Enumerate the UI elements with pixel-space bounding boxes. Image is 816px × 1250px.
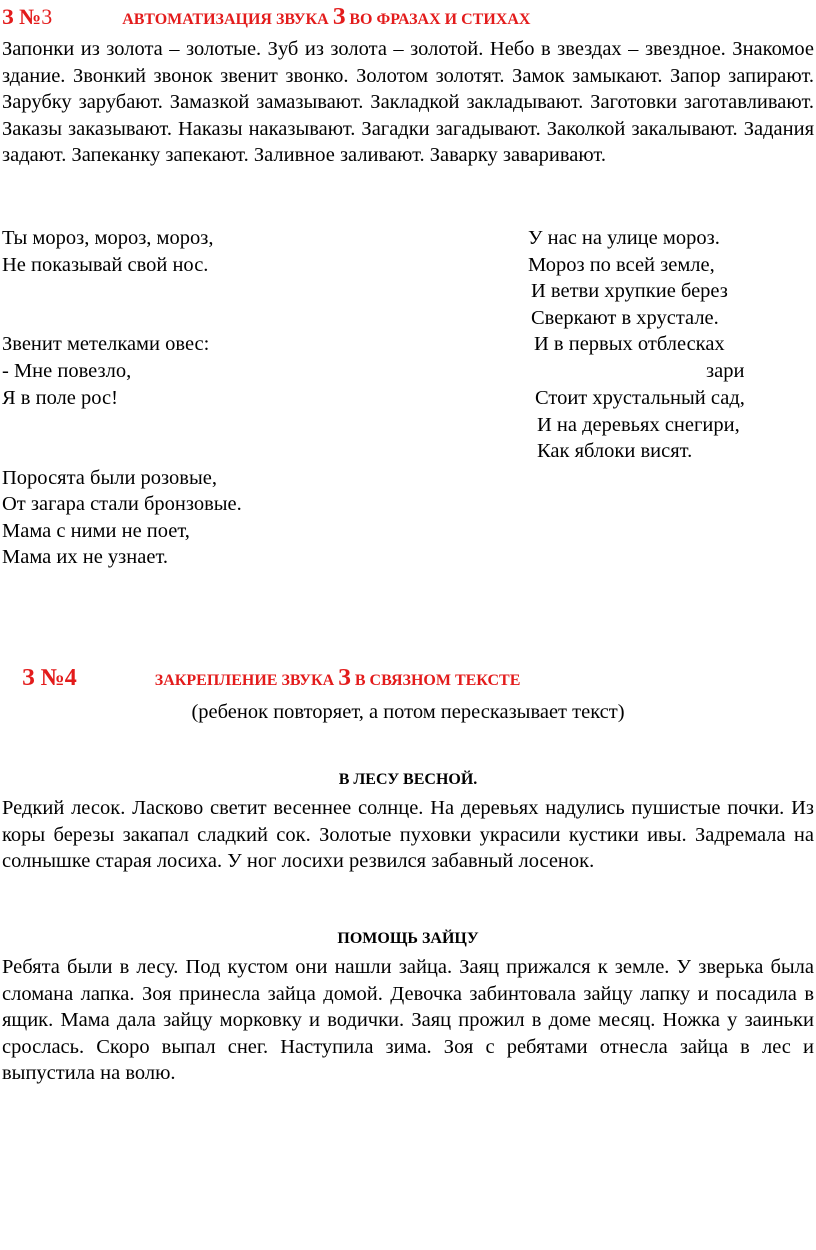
poem-left-line: - Мне повезло, [2,360,132,382]
poem-right-line: Сверкают в хрустале. [531,307,719,329]
section-3-label: З № [2,4,42,29]
poem-left-line: Ты мороз, мороз, мороз, [2,227,214,249]
section-4-subtitle: (ребенок повторяет, а потом пересказывает текст) [191,701,625,723]
story-1-text: Редкий лесок. Ласково светит весеннее солнце. На деревьях надулись пушистые почки. Из коры березы закапал сладкий сок. Золотые пуховки украсили кустики ивы. Задремала на солнышке старая лосиха. У ног лосихи резвился забавный лосенок. [2,797,814,872]
poem-right-line: И на деревьях снегири, [537,414,740,436]
poem-right-line: Стоит хрустальный сад, [535,387,745,409]
section-4-heading-letter: З [338,665,351,691]
poem-right-line: У нас на улице мороз. [528,227,720,249]
poem-right-line: И в первых отблесках [534,333,725,355]
poem-left-line: Не показывай свой нос. [2,254,209,276]
poem-left-line: Поросята были розовые, [2,467,217,489]
poem-left-line: Мама их не узнает. [2,546,168,568]
section-3-heading-post: ВО ФРАЗАХ И СТИХАХ [345,11,531,28]
phrases-paragraph: Запонки из золота – золотые. Зуб из золота – золотой. Небо в звездах – звездное. Знакомое здание. Звонкий звонок звенит звонко. Золотом золотят. Замок замыкают. Запор запирают. Зарубку зарубают. Замазкой замазывают. Закладкой закладывают. Заготовки заготавливают. Заказы заказывают. Наказы наказывают. Загадки загадывают. Заколкой закалывают. Задания задают. Запеканку запекают. Заливное заливают. Заварку заваривают. [2,38,814,166]
section-4-header [22,665,520,692]
story-1-title: В ЛЕСУ ВЕСНОЙ. [338,771,478,788]
section-4-heading-pre: ЗАКРЕПЛЕНИЕ ЗВУКА [154,672,339,689]
poem-left-line: Звенит метелками овес: [2,333,210,355]
poem-right-line: Как яблоки висят. [537,440,693,462]
poem-left-line: Мама с ними не поет, [2,520,190,542]
story-2-title: ПОМОЩЬ ЗАЙЦУ [337,930,479,947]
story-2-text: Ребята были в лесу. Под кустом они нашли зайца. Заяц прижался к земле. У зверька была сломана лапка. Зоя принесла зайца домой. Девочка забинтовала зайцу лапку и посадила в ящик. Мама дала зайцу морковку и водички. Заяц прожил в доме месяц. Ножка у заиньки срослась. Скоро выпал снег. Наступила зима. Зоя с ребятами отнесла зайца в лес и выпустила на волю. [2,956,814,1084]
poem-right-line: Мороз по всей земле, [528,254,715,276]
section-3-number: 3 [41,4,53,29]
section-3-heading [122,4,531,30]
poem-right-line: зари [706,360,745,382]
section-3-heading-pre: АВТОМАТИЗАЦИЯ ЗВУКА [122,11,333,28]
section-4-heading [154,665,521,691]
section-3-header [2,4,530,31]
section-3-heading-letter: З [332,4,346,30]
section-4-heading-post: В СВЯЗНОМ ТЕКСТЕ [350,672,521,689]
poem-right-line: И ветви хрупкие берез [531,280,728,302]
section-4-label: З №4 [22,665,77,691]
poem-left-line: От загара стали бронзовые. [2,493,242,515]
poem-left-line: Я в поле рос! [2,387,118,409]
